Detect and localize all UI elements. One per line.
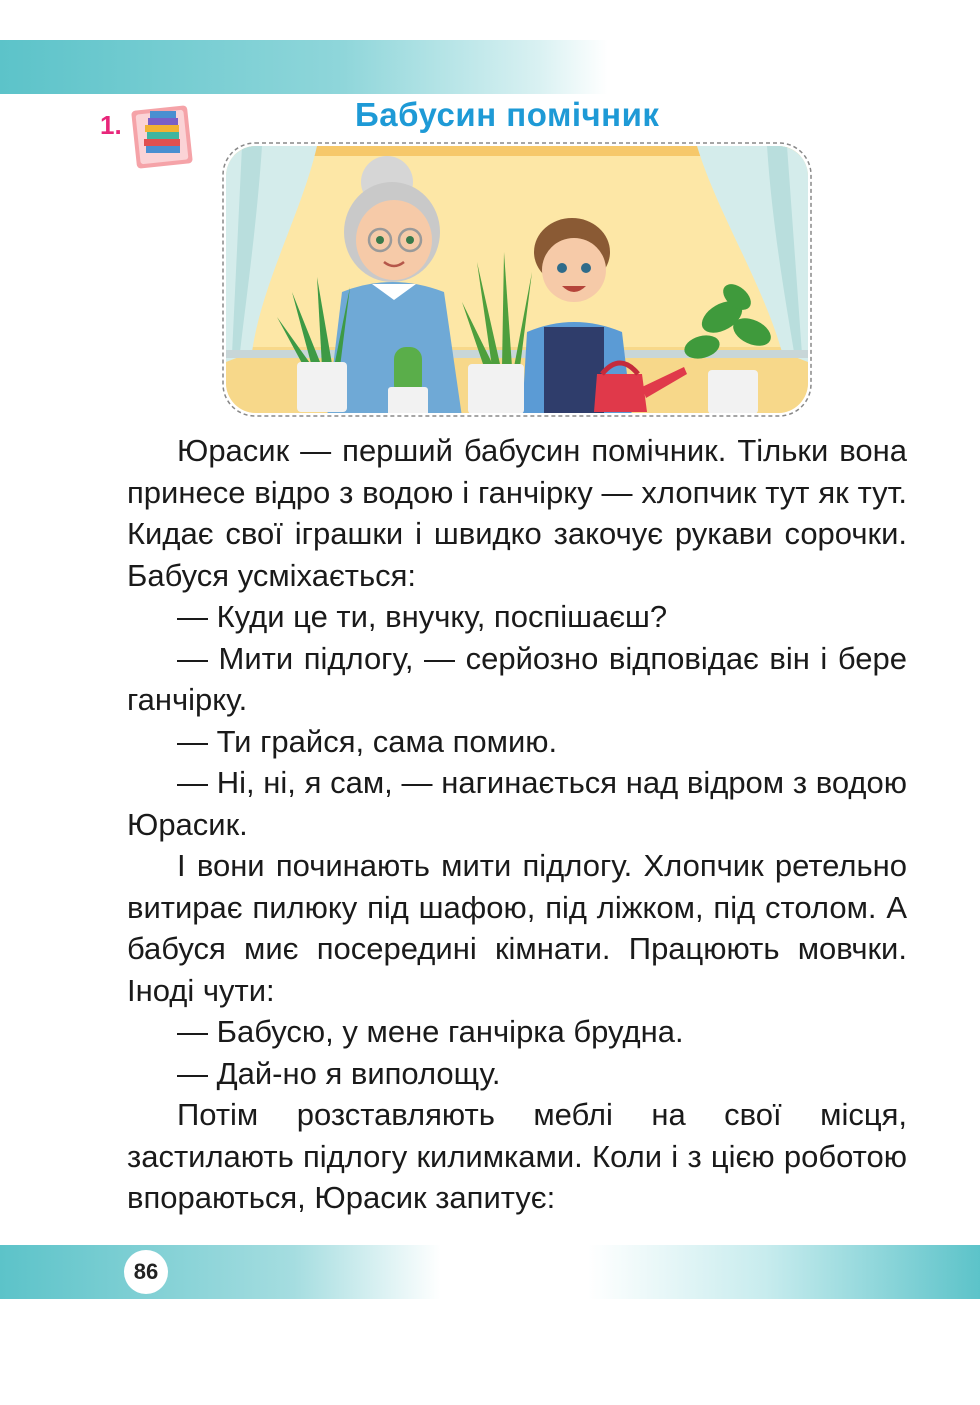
task-number: 1. [100, 110, 122, 140]
story-paragraph: — Ти грайся, сама помию. [177, 723, 558, 759]
grandma-boy-plants-illustration [222, 142, 812, 417]
story-paragraph: Юрасик — перший бабусин помічник. Тільки вона принесе відро з водою і ганчірку — хлопчик тут як тут. Кидає свої іграшки і швидко закочує рукави сорочки. Бабуся усміхається: [127, 433, 907, 593]
story-paragraph: І вони починають мити підлогу. Хлопчик ретельно витирає пилюку під шафою, під ліжком, під столом. А бабуся миє посередині кімнати. Працюють мовчки. Іноді чути: [127, 848, 907, 1008]
story-text [127, 430, 907, 1219]
story-paragraph: Потім розставляють меблі на свої місця, застилають підлогу килимками. Коли і з цією роботою впораються, Юрасик запитує: [127, 1097, 907, 1215]
page-number: 86 [124, 1250, 168, 1294]
top-color-band [0, 40, 980, 94]
story-paragraph: — Мити підлогу, — серйозно відповідає він і бере ганчірку. [127, 640, 907, 717]
story-paragraph: — Бабусю, у мене ганчірка брудна. [177, 1014, 684, 1049]
story-paragraph: — Дай-но я виполощу. [177, 1055, 501, 1091]
story-paragraph: — Куди це ти, внучку, поспішаєш? [177, 599, 668, 634]
story-paragraph: — Ні, ні, я сам, — нагинається над відром з водою Юрасик. [127, 765, 907, 842]
story-title: Бабусин помічник [355, 96, 660, 133]
books-icon [128, 100, 196, 172]
